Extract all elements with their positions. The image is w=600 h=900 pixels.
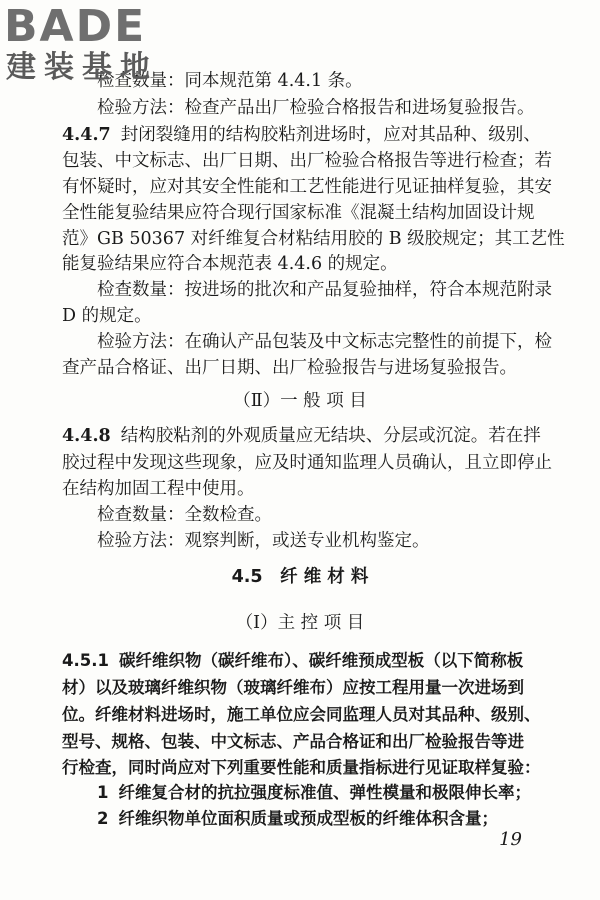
text-line: 范》GB 50367 对纤维复合材粘结用胶的 B 级胶规定；其工艺性 xyxy=(62,229,565,249)
watermark-subtitle: 建装基地 xyxy=(6,50,158,85)
text-line: 检验方法：在确认产品包装及中文标志完整性的前提下，检 xyxy=(97,332,552,352)
text-line: 检查数量：全数检查。 xyxy=(97,505,272,525)
item-number: 2 xyxy=(97,809,109,828)
clause-4-4-7 xyxy=(62,124,541,146)
section-heading-main: （Ⅰ）主 控 项 目 xyxy=(235,613,365,633)
text-line: 有怀疑时，应对其安全性能和工艺性能进行见证抽样复验，其安 xyxy=(62,177,552,197)
text-line: 封闭裂缝用的结构胶粘剂进场时，应对其品种、级别、 xyxy=(120,125,541,145)
clause-number: 4.4.8 xyxy=(62,426,111,446)
text-line: 检验方法：检查产品出厂检验合格报告和进场复验报告。 xyxy=(97,98,535,118)
text-line: 碳纤维织物（碳纤维布）、碳纤维预成型板（以下简称板 xyxy=(118,651,524,670)
page-number: 19 xyxy=(499,829,522,850)
text-line: 胶过程中发现这些现象，应及时通知监理人员确认，且立即停止 xyxy=(62,453,552,473)
text-line: 全性能复验结果应符合现行国家标准《混凝土结构加固设计规 xyxy=(62,203,535,223)
text-line: 检查数量：按进场的批次和产品复验抽样，符合本规范附录 xyxy=(97,280,552,300)
bade-watermark-logo xyxy=(4,2,174,88)
text-line: D 的规定。 xyxy=(62,306,152,326)
text-line: 包装、中文标志、出厂日期、出厂检验合格报告等进行检查；若 xyxy=(62,151,552,171)
text-line: 在结构加固工程中使用。 xyxy=(62,479,255,499)
text-line: 检查数量：同本规范第 4.4.1 条。 xyxy=(97,71,363,91)
clause-4-4-8 xyxy=(62,425,541,447)
text-line: 型号、规格、包装、中文标志、产品合格证和出厂检验报告等进 xyxy=(62,732,524,751)
clause-number: 4.4.7 xyxy=(62,125,111,145)
text-line: 纤维织物单位面积质量或预成型板的纤维体积含量； xyxy=(118,809,498,828)
watermark-brand: BADE xyxy=(4,1,147,52)
section-heading-general: （Ⅱ）一 般 项 目 xyxy=(233,391,367,411)
text-line: 行检查，同时尚应对下列重要性能和质量指标进行见证取样复验： xyxy=(62,758,541,777)
text-line: 检验方法：观察判断，或送专业机构鉴定。 xyxy=(97,531,430,551)
text-line: 查产品合格证、出厂日期、出厂检验报告与进场复验报告。 xyxy=(62,358,517,378)
list-item-1 xyxy=(97,782,531,804)
clause-number: 4.5.1 xyxy=(62,651,109,670)
text-line: 位。纤维材料进场时，施工单位应会同监理人员对其品种、级别、 xyxy=(62,705,541,724)
text-line: 纤维复合材的抗拉强度标准值、弹性模量和极限伸长率； xyxy=(118,783,531,802)
section-title-4-5: 4.5 纤 维 材 料 xyxy=(231,567,369,587)
item-number: 1 xyxy=(97,783,109,802)
clause-4-5-1 xyxy=(62,650,523,672)
list-item-2 xyxy=(97,808,498,830)
text-line: 材）以及玻璃纤维织物（玻璃纤维布）应按工程用量一次进场到 xyxy=(62,678,524,697)
text-line: 能复验结果应符合本规范表 4.4.6 的规定。 xyxy=(62,254,398,274)
text-line: 结构胶粘剂的外观质量应无结块、分层或沉淀。若在拌 xyxy=(120,426,541,446)
